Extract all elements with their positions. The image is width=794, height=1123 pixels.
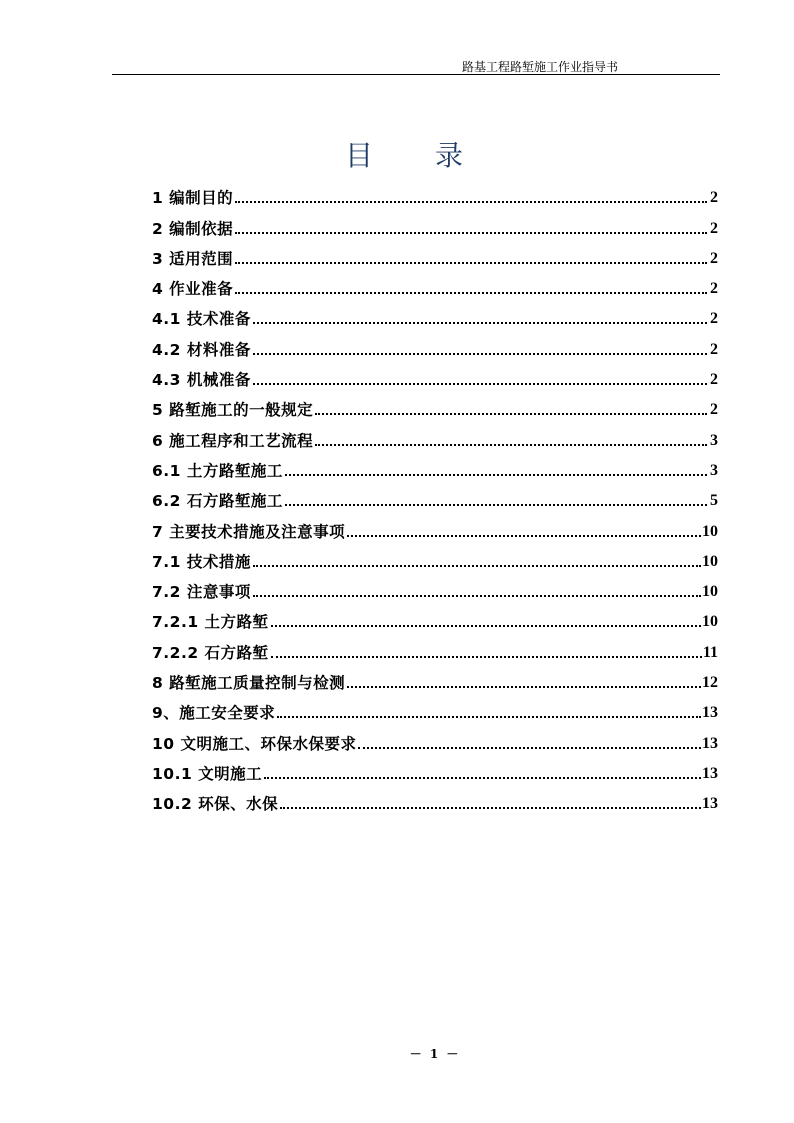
running-header: 路基工程路堑施工作业指导书 — [461, 60, 618, 74]
toc-entry[interactable] — [152, 511, 718, 541]
toc-entry-page: 3 — [710, 431, 718, 449]
toc-entry-label: 10 文明施工、环保水保要求 — [152, 734, 357, 753]
toc-entry-label: 6 施工程序和工艺流程 — [152, 431, 314, 450]
dot-leader — [280, 807, 701, 809]
toc-entry[interactable] — [152, 360, 718, 390]
dot-leader — [235, 201, 707, 203]
toc-entry-label: 6.2 石方路堑施工 — [152, 492, 283, 511]
dot-leader — [285, 504, 707, 506]
toc-entry[interactable] — [152, 208, 718, 238]
toc-entry-label: 7.2.2 石方路堑 — [152, 643, 269, 662]
toc-entry-page: 2 — [710, 340, 718, 358]
toc-entry-page: 2 — [710, 310, 718, 328]
toc-entry-page: 2 — [710, 189, 718, 207]
toc-entry-label: 10.2 环保、水保 — [152, 795, 279, 814]
dot-leader — [285, 474, 707, 476]
toc-entry-label: 4.3 机械准备 — [152, 371, 251, 390]
toc-entry-label: 3 适用范围 — [152, 249, 234, 268]
toc-entry[interactable] — [152, 632, 718, 662]
toc-title-char: 目 — [344, 139, 435, 172]
toc-entry[interactable] — [152, 239, 718, 269]
toc-entry-page: 10 — [702, 613, 718, 631]
header-divider — [112, 74, 720, 75]
toc-entry-page: 2 — [710, 401, 718, 419]
toc-entry-page: 2 — [710, 219, 718, 237]
toc-entry-page: 10 — [702, 583, 718, 601]
page-number: － 1 － — [409, 1047, 461, 1061]
toc-entry-label: 5 路堑施工的一般规定 — [152, 401, 314, 420]
toc-entry[interactable] — [152, 451, 718, 481]
toc-entry[interactable] — [152, 602, 718, 632]
toc-entry-page: 12 — [702, 674, 718, 692]
toc-entry-label: 7.1 技术措施 — [152, 552, 251, 571]
toc-entry-page: 13 — [702, 795, 718, 813]
table-of-contents — [152, 178, 718, 814]
dot-leader — [253, 595, 701, 597]
toc-entry-label: 7.2.1 土方路堑 — [152, 613, 269, 632]
toc-entry[interactable] — [152, 329, 718, 359]
toc-entry-label: 7 主要技术措施及注意事项 — [152, 522, 346, 541]
toc-entry-page: 10 — [702, 522, 718, 540]
dot-leader — [253, 383, 707, 385]
toc-entry[interactable] — [152, 693, 718, 723]
dot-leader — [253, 353, 707, 355]
toc-entry-label: 6.1 土方路堑施工 — [152, 461, 283, 480]
toc-title-char: 录 — [435, 139, 526, 172]
toc-entry[interactable] — [152, 178, 718, 208]
toc-entry-page: 3 — [710, 461, 718, 479]
dot-leader — [277, 716, 701, 718]
dot-leader — [235, 232, 707, 234]
toc-entry-label: 8 路堑施工质量控制与检测 — [152, 674, 346, 693]
toc-entry[interactable] — [152, 420, 718, 450]
dot-leader — [347, 686, 701, 688]
dot-leader — [271, 625, 701, 627]
toc-entry-label: 4.2 材料准备 — [152, 340, 251, 359]
dot-leader — [253, 565, 701, 567]
dot-leader — [253, 322, 707, 324]
dot-leader — [358, 747, 701, 749]
toc-entry[interactable] — [152, 481, 718, 511]
dot-leader — [315, 413, 707, 415]
toc-entry-page: 11 — [702, 643, 718, 661]
toc-entry[interactable] — [152, 572, 718, 602]
toc-entry[interactable] — [152, 723, 718, 753]
toc-entry-page: 5 — [710, 492, 718, 510]
dot-leader — [235, 292, 707, 294]
dot-leader — [347, 535, 701, 537]
toc-entry[interactable] — [152, 299, 718, 329]
dot-leader — [271, 656, 702, 658]
toc-entry[interactable] — [152, 663, 718, 693]
toc-entry-page: 2 — [710, 249, 718, 267]
toc-entry[interactable] — [152, 784, 718, 814]
toc-entry[interactable] — [152, 390, 718, 420]
toc-entry-label: 4 作业准备 — [152, 280, 234, 299]
toc-entry-label: 1 编制目的 — [152, 189, 234, 208]
toc-entry-page: 2 — [710, 280, 718, 298]
toc-entry-label: 2 编制依据 — [152, 219, 234, 238]
toc-entry-label: 9、施工安全要求 — [152, 704, 276, 723]
toc-entry[interactable] — [152, 754, 718, 784]
toc-entry-label: 7.2 注意事项 — [152, 583, 251, 602]
toc-entry-label: 10.1 文明施工 — [152, 764, 263, 783]
toc-entry-page: 13 — [702, 734, 718, 752]
dot-leader — [315, 444, 707, 446]
toc-entry[interactable] — [152, 542, 718, 572]
dot-leader — [235, 262, 707, 264]
toc-entry-page: 13 — [702, 704, 718, 722]
dot-leader — [264, 777, 701, 779]
toc-entry-page: 2 — [710, 371, 718, 389]
toc-entry[interactable] — [152, 269, 718, 299]
toc-title — [0, 134, 794, 174]
toc-entry-page: 13 — [702, 764, 718, 782]
toc-entry-label: 4.1 技术准备 — [152, 310, 251, 329]
toc-entry-page: 10 — [702, 552, 718, 570]
